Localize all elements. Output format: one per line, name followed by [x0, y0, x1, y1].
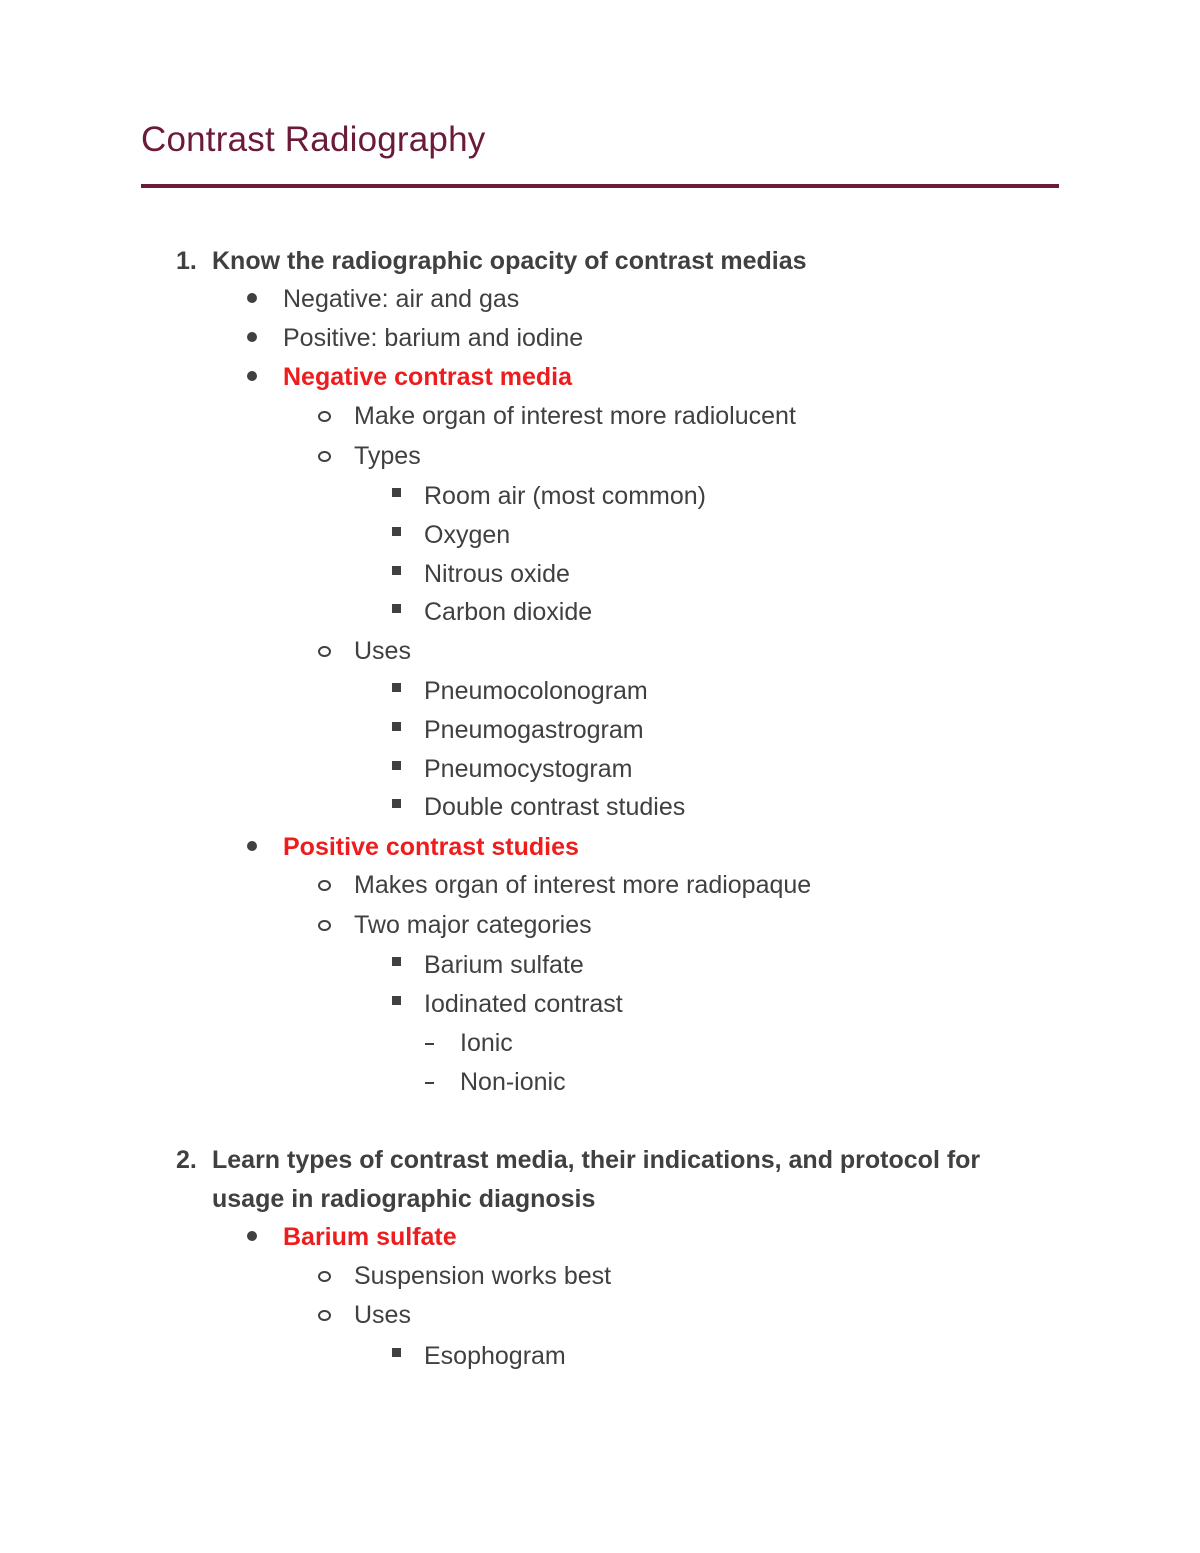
bullet-square-icon [392, 527, 401, 536]
page-title: Contrast Radiography [141, 120, 486, 159]
list-item: Double contrast studies [424, 793, 686, 821]
list-item: Uses [354, 1301, 411, 1329]
section-1-number: 1. [176, 247, 197, 275]
bullet-circle-icon [318, 920, 331, 931]
list-item: Iodinated contrast [424, 990, 623, 1018]
section-1-heading: Know the radiographic opacity of contrast medias [212, 247, 807, 275]
bullet-dash-icon [425, 1082, 434, 1084]
list-item: Uses [354, 637, 411, 665]
title-divider [141, 184, 1059, 188]
bullet-square-icon [392, 996, 401, 1005]
bullet-dot-icon [247, 371, 257, 381]
bullet-square-icon [392, 1348, 401, 1357]
bullet-circle-icon [318, 1310, 331, 1321]
bullet-square-icon [392, 566, 401, 575]
list-item: Esophogram [424, 1342, 566, 1370]
list-item: Carbon dioxide [424, 598, 593, 626]
list-item: Pneumogastrogram [424, 716, 644, 744]
list-item: Oxygen [424, 521, 511, 549]
list-item: Ionic [460, 1029, 513, 1057]
bullet-dash-icon [425, 1043, 434, 1045]
list-item-highlight: Barium sulfate [283, 1223, 457, 1251]
section-2-heading-line-2: usage in radiographic diagnosis [212, 1185, 596, 1213]
list-item: Nitrous oxide [424, 560, 570, 588]
bullet-square-icon [392, 722, 401, 731]
bullet-dot-icon [247, 1231, 257, 1241]
list-item: Pneumocolonogram [424, 677, 648, 705]
bullet-square-icon [392, 604, 401, 613]
bullet-dot-icon [247, 332, 257, 342]
bullet-square-icon [392, 761, 401, 770]
list-item-highlight: Negative contrast media [283, 363, 572, 391]
list-item-highlight: Positive contrast studies [283, 833, 579, 861]
bullet-square-icon [392, 488, 401, 497]
bullet-circle-icon [318, 1271, 331, 1282]
list-item: Types [354, 442, 421, 470]
list-item: Makes organ of interest more radiopaque [354, 871, 812, 899]
bullet-dot-icon [247, 841, 257, 851]
bullet-circle-icon [318, 646, 331, 657]
list-item: Positive: barium and iodine [283, 324, 584, 352]
bullet-circle-icon [318, 411, 331, 422]
section-2-heading-line-1: Learn types of contrast media, their indications, and protocol for [212, 1146, 981, 1174]
bullet-circle-icon [318, 451, 331, 462]
bullet-dot-icon [247, 293, 257, 303]
list-item: Negative: air and gas [283, 285, 520, 313]
bullet-circle-icon [318, 880, 331, 891]
list-item: Two major categories [354, 911, 592, 939]
bullet-square-icon [392, 799, 401, 808]
list-item: Suspension works best [354, 1262, 612, 1290]
bullet-square-icon [392, 957, 401, 966]
list-item: Make organ of interest more radiolucent [354, 402, 796, 430]
list-item: Barium sulfate [424, 951, 584, 979]
list-item: Room air (most common) [424, 482, 706, 510]
list-item: Pneumocystogram [424, 755, 633, 783]
section-2-number: 2. [176, 1146, 197, 1174]
bullet-square-icon [392, 683, 401, 692]
list-item: Non-ionic [460, 1068, 566, 1096]
